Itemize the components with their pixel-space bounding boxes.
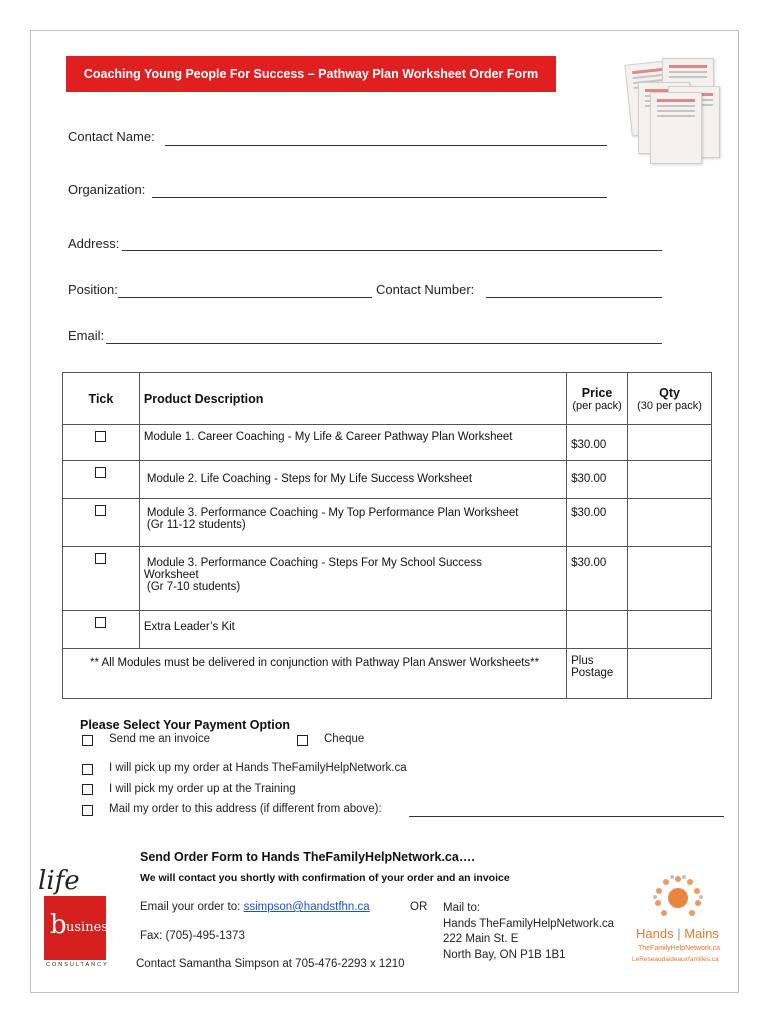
cheque-label: Cheque [324,733,365,745]
tick-cell [63,611,140,649]
product-price: $30.00 [567,425,628,461]
mains-name: Mains [684,926,719,941]
worksheet-thumbnails [626,58,718,162]
qty-header [628,373,712,425]
table-row [63,425,712,461]
life-logo-script: life [38,866,80,896]
life-logo-usiness: usiness [66,920,115,935]
table-note-row [63,649,712,699]
product-price [567,611,628,649]
hands-wordmark: Hands | Mains [636,926,719,941]
table-header-row [63,373,712,425]
mail-address-line: Hands TheFamilyHelpNetwork.ca [443,917,615,930]
module-3-checkbox[interactable] [95,505,106,516]
mail-order-checkbox[interactable] [82,805,93,816]
product-description-line: Module 3. Performance Coaching - Steps For My School Success [146,557,482,569]
tick-header: Tick [63,373,140,425]
address-input[interactable] [122,250,662,251]
email-input[interactable] [106,343,662,344]
pickup-hands-checkbox[interactable] [82,764,93,775]
fax-number: Fax: (705)-495-1373 [140,930,245,942]
product-description-line: Worksheet [143,569,199,581]
email-order-line [140,901,370,913]
contact-name-label: Contact Name: [68,129,155,144]
organization-label: Organization: [68,182,146,197]
form-title: Coaching Young People For Success – Pathway Plan Worksheet Order Form [66,56,556,92]
table-row [63,611,712,649]
qty-input[interactable] [628,499,712,547]
table-row [63,461,712,499]
product-description-line: Module 3. Performance Coaching - My Top Performance Plan Worksheet [146,507,519,519]
email-order-label: Email your order to: [140,901,241,913]
qty-input[interactable] [628,547,712,611]
product-description-line: (Gr 7-10 students) [146,581,241,593]
mail-address-line: North Bay, ON P1B 1B1 [443,948,566,961]
product-price: $30.00 [567,499,628,547]
price-header-label: Price [581,385,613,400]
postage-qty-cell [628,649,712,699]
contact-number-input[interactable] [486,297,662,298]
description-header: Product Description [139,373,566,425]
leaders-kit-checkbox[interactable] [95,617,106,628]
modules-note: ** All Modules must be delivered in conjunction with Pathway Plan Answer Worksheets** [63,649,567,699]
hands-sub-french: LeReseaudaideauxfamilles.ca [632,956,719,963]
product-description: Module 2. Life Coaching - Steps for My Life Success Worksheet [139,461,566,499]
life-logo-b: b [50,910,67,940]
pickup-training-label: I will pick my order up at the Training [109,783,296,795]
product-price: $30.00 [567,547,628,611]
module-2-checkbox[interactable] [95,467,106,478]
module-3b-checkbox[interactable] [95,553,106,564]
contact-person: Contact Samantha Simpson at 705-476-2293 x 1210 [136,958,405,970]
module-1-checkbox[interactable] [95,431,106,442]
address-label: Address: [68,236,120,251]
worksheet-thumbnail [650,92,702,164]
life-logo-box [44,896,115,960]
qty-header-label: Qty [659,385,680,400]
contact-number-label: Contact Number: [376,282,475,297]
confirmation-note: We will contact you shortly with confirmation of your order and an invoice [140,872,510,884]
hands-mains-logo [630,872,730,967]
mail-address-line: 222 Main St. E [443,933,519,945]
qty-input[interactable] [628,461,712,499]
organization-input[interactable] [152,197,607,198]
mail-to-label: Mail to: [443,902,481,914]
contact-name-input[interactable] [165,145,607,146]
hands-sub-english: TheFamilyHelpNetwork.ca [638,945,721,952]
product-description: Module 1. Career Coaching - My Life & Career Pathway Plan Worksheet [139,425,566,461]
table-row [63,499,712,547]
invoice-checkbox[interactable] [82,735,93,746]
qty-input[interactable] [628,425,712,461]
product-table [62,372,712,699]
hands-circle-icon [648,872,708,920]
payment-title: Please Select Your Payment Option [80,718,291,732]
hands-name: Hands [636,926,674,941]
position-label: Position: [68,282,118,297]
price-header-sub: (per pack) [572,399,622,412]
table-row [63,547,712,611]
order-email-link[interactable]: ssimpson@handstfhn.ca [243,901,370,913]
or-label: OR [410,901,428,913]
postage-label: Postage [571,667,614,679]
price-header [567,373,628,425]
mail-order-label: Mail my order to this address (if different from above): [109,803,382,815]
product-description: Extra Leader’s Kit [139,611,566,649]
mail-address-input[interactable] [409,816,724,817]
position-input[interactable] [118,297,372,298]
qty-header-sub: (30 per pack) [637,399,702,412]
tick-cell [63,499,140,547]
tick-cell [63,425,140,461]
tick-cell [63,547,140,611]
life-logo-consultancy: CONSULTANCY [46,962,109,968]
product-description [139,547,566,611]
life-business-logo [32,866,115,968]
product-description [139,499,566,547]
invoice-label: Send me an invoice [109,733,211,745]
product-price: $30.00 [567,461,628,499]
mail-to-block [443,901,614,963]
tick-cell [63,461,140,499]
email-label: Email: [68,328,105,343]
cheque-checkbox[interactable] [297,735,308,746]
plus-label: Plus [571,655,594,667]
pickup-hands-label: I will pick up my order at Hands TheFamilyHelpNetwork.ca [109,762,407,774]
plus-postage [567,649,628,699]
product-description-line: (Gr 11-12 students) [146,519,246,531]
pickup-training-checkbox[interactable] [82,784,93,795]
send-order-title: Send Order Form to Hands TheFamilyHelpNetwork.ca…. [140,850,475,864]
qty-input[interactable] [628,611,712,649]
